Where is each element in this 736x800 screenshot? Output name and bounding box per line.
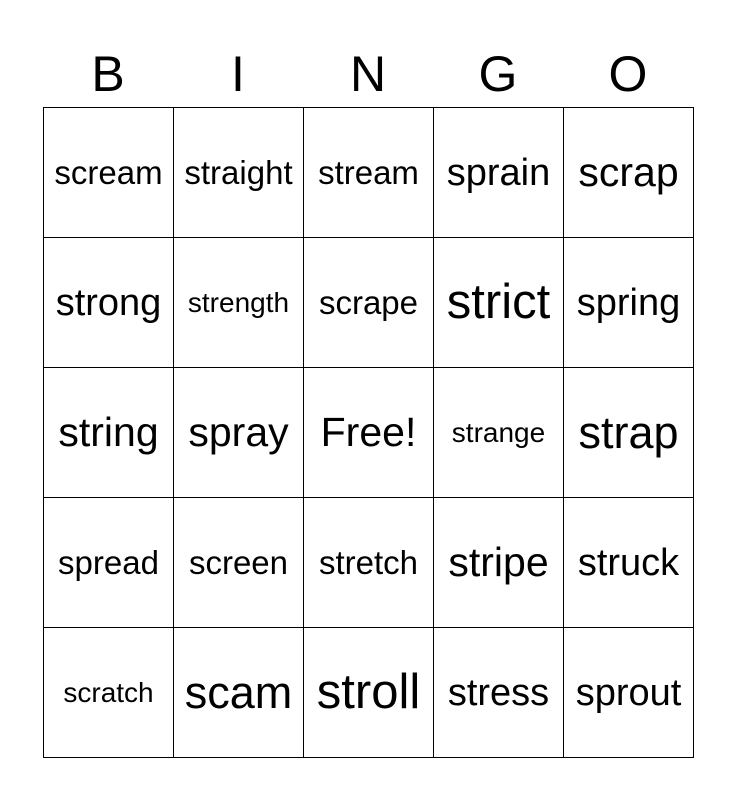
bingo-cell[interactable]: straight (174, 108, 304, 238)
bingo-cell[interactable]: stroll (304, 628, 434, 758)
free-space-cell[interactable]: Free! (304, 368, 434, 498)
header-letter-o: O (608, 46, 648, 102)
bingo-cell[interactable]: scam (174, 628, 304, 758)
bingo-cell[interactable]: strong (44, 238, 174, 368)
header-letter-g: G (478, 46, 518, 102)
bingo-cell[interactable]: struck (564, 498, 694, 628)
bingo-cell[interactable]: string (44, 368, 174, 498)
bingo-cell[interactable]: spread (44, 498, 174, 628)
bingo-cell[interactable]: sprain (434, 108, 564, 238)
bingo-cell[interactable]: stream (304, 108, 434, 238)
bingo-cell[interactable]: stress (434, 628, 564, 758)
bingo-cell[interactable]: strict (434, 238, 564, 368)
bingo-cell[interactable]: stripe (434, 498, 564, 628)
bingo-board (43, 107, 694, 758)
header-letter-i: I (231, 46, 245, 102)
bingo-cell[interactable]: spring (564, 238, 694, 368)
bingo-cell[interactable]: spray (174, 368, 304, 498)
bingo-cell[interactable]: scratch (44, 628, 174, 758)
bingo-cell[interactable]: scrap (564, 108, 694, 238)
bingo-cell[interactable]: stretch (304, 498, 434, 628)
bingo-header (43, 44, 693, 104)
bingo-cell[interactable]: strength (174, 238, 304, 368)
bingo-cell[interactable]: strange (434, 368, 564, 498)
bingo-cell[interactable]: strap (564, 368, 694, 498)
bingo-cell[interactable]: scream (44, 108, 174, 238)
bingo-cell[interactable]: sprout (564, 628, 694, 758)
bingo-cell[interactable]: screen (174, 498, 304, 628)
bingo-cell[interactable]: scrape (304, 238, 434, 368)
header-letter-n: N (349, 46, 387, 102)
header-letter-b: B (91, 46, 125, 102)
